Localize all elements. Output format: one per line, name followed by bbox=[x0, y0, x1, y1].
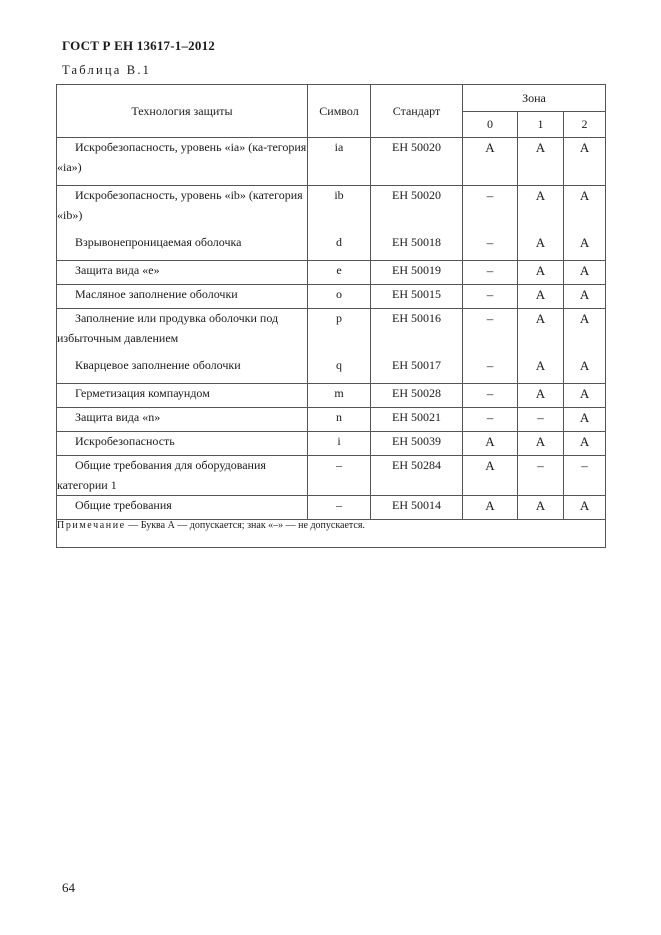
zone-2-cell: A bbox=[564, 233, 606, 261]
symbol-cell: e bbox=[308, 261, 371, 285]
zone-1-cell: A bbox=[518, 138, 564, 186]
symbol-cell: i bbox=[308, 432, 371, 456]
tech-cell: Искробезопасность, уровень «ib» (категория «ib») bbox=[57, 186, 308, 233]
zone-2-cell: – bbox=[564, 456, 606, 496]
symbol-cell: ib bbox=[308, 186, 371, 233]
tech-cell: Герметизация компаундом bbox=[57, 384, 308, 408]
tech-cell: Заполнение или продувка оболочки под избыточным давлением bbox=[57, 309, 308, 356]
zone-1-cell: A bbox=[518, 356, 564, 384]
zone-1-cell: A bbox=[518, 261, 564, 285]
tech-cell: Взрывонепроницаемая оболочка bbox=[57, 233, 308, 261]
table-row bbox=[57, 432, 606, 456]
zone-2-cell: A bbox=[564, 496, 606, 520]
protection-table bbox=[56, 84, 606, 548]
table-row bbox=[57, 496, 606, 520]
table-note bbox=[57, 520, 606, 548]
zone-0-cell: – bbox=[463, 408, 518, 432]
symbol-cell: ia bbox=[308, 138, 371, 186]
symbol-cell: – bbox=[308, 456, 371, 496]
symbol-cell: p bbox=[308, 309, 371, 356]
document-code: ГОСТ Р ЕН 13617-1–2012 bbox=[62, 38, 215, 53]
header-symbol: Символ bbox=[308, 85, 371, 138]
zone-0-cell: – bbox=[463, 261, 518, 285]
tech-cell: Искробезопасность bbox=[57, 432, 308, 456]
zone-0-cell: – bbox=[463, 309, 518, 356]
zone-2-cell: A bbox=[564, 138, 606, 186]
symbol-cell: m bbox=[308, 384, 371, 408]
zone-2-cell: A bbox=[564, 309, 606, 356]
zone-0-cell: – bbox=[463, 356, 518, 384]
zone-2-cell: A bbox=[564, 356, 606, 384]
table-row bbox=[57, 186, 606, 233]
header-tech: Технология защиты bbox=[57, 85, 308, 138]
zone-1-cell: A bbox=[518, 496, 564, 520]
zone-1-cell: A bbox=[518, 309, 564, 356]
zone-1-cell: A bbox=[518, 432, 564, 456]
table-caption: Таблица В.1 bbox=[62, 63, 152, 77]
zone-1-cell: – bbox=[518, 456, 564, 496]
tech-cell: Общие требования для оборудования категории 1 bbox=[57, 456, 308, 496]
standard-cell: ЕН 50020 bbox=[371, 138, 463, 186]
zone-0-cell: A bbox=[463, 432, 518, 456]
zone-1-cell: – bbox=[518, 408, 564, 432]
zone-0-cell: – bbox=[463, 285, 518, 309]
standard-cell: ЕН 50018 bbox=[371, 233, 463, 261]
symbol-cell: d bbox=[308, 233, 371, 261]
header-zone-0: 0 bbox=[463, 112, 518, 138]
zone-2-cell: A bbox=[564, 261, 606, 285]
standard-cell: ЕН 50021 bbox=[371, 408, 463, 432]
zone-1-cell: A bbox=[518, 285, 564, 309]
tech-cell: Защита вида «n» bbox=[57, 408, 308, 432]
header-standard: Стандарт bbox=[371, 85, 463, 138]
zone-1-cell: A bbox=[518, 384, 564, 408]
symbol-cell: – bbox=[308, 496, 371, 520]
table-row bbox=[57, 261, 606, 285]
zone-2-cell: A bbox=[564, 432, 606, 456]
standard-cell: ЕН 50020 bbox=[371, 186, 463, 233]
table-row bbox=[57, 285, 606, 309]
table-row bbox=[57, 408, 606, 432]
zone-0-cell: A bbox=[463, 138, 518, 186]
standard-cell: ЕН 50014 bbox=[371, 496, 463, 520]
table-row bbox=[57, 356, 606, 384]
standard-cell: ЕН 50028 bbox=[371, 384, 463, 408]
standard-cell: ЕН 50039 bbox=[371, 432, 463, 456]
zone-0-cell: – bbox=[463, 233, 518, 261]
zone-1-cell: A bbox=[518, 233, 564, 261]
zone-2-cell: A bbox=[564, 186, 606, 233]
header-zone-1: 1 bbox=[518, 112, 564, 138]
table-row bbox=[57, 309, 606, 356]
standard-cell: ЕН 50019 bbox=[371, 261, 463, 285]
note-label: Примечание bbox=[57, 520, 126, 531]
table-row bbox=[57, 138, 606, 186]
zone-0-cell: – bbox=[463, 384, 518, 408]
note-text: — Буква А — допускается; знак «–» — не допускается. bbox=[125, 520, 365, 531]
standard-cell: ЕН 50017 bbox=[371, 356, 463, 384]
zone-0-cell: – bbox=[463, 186, 518, 233]
zone-1-cell: A bbox=[518, 186, 564, 233]
standard-cell: ЕН 50284 bbox=[371, 456, 463, 496]
zone-2-cell: A bbox=[564, 384, 606, 408]
header-zone: Зона bbox=[463, 85, 606, 112]
tech-cell: Масляное заполнение оболочки bbox=[57, 285, 308, 309]
zone-0-cell: A bbox=[463, 496, 518, 520]
standard-cell: ЕН 50016 bbox=[371, 309, 463, 356]
zone-2-cell: A bbox=[564, 285, 606, 309]
symbol-cell: q bbox=[308, 356, 371, 384]
tech-cell: Искробезопасность, уровень «ia» (ка-тегория «ia») bbox=[57, 138, 308, 186]
tech-cell: Кварцевое заполнение оболочки bbox=[57, 356, 308, 384]
table-row bbox=[57, 233, 606, 261]
zone-2-cell: A bbox=[564, 408, 606, 432]
table-row bbox=[57, 384, 606, 408]
page-number: 64 bbox=[62, 880, 75, 895]
header-zone-2: 2 bbox=[564, 112, 606, 138]
zone-0-cell: A bbox=[463, 456, 518, 496]
symbol-cell: o bbox=[308, 285, 371, 309]
table-row bbox=[57, 456, 606, 496]
tech-cell: Общие требования bbox=[57, 496, 308, 520]
standard-cell: ЕН 50015 bbox=[371, 285, 463, 309]
tech-cell: Защита вида «e» bbox=[57, 261, 308, 285]
symbol-cell: n bbox=[308, 408, 371, 432]
